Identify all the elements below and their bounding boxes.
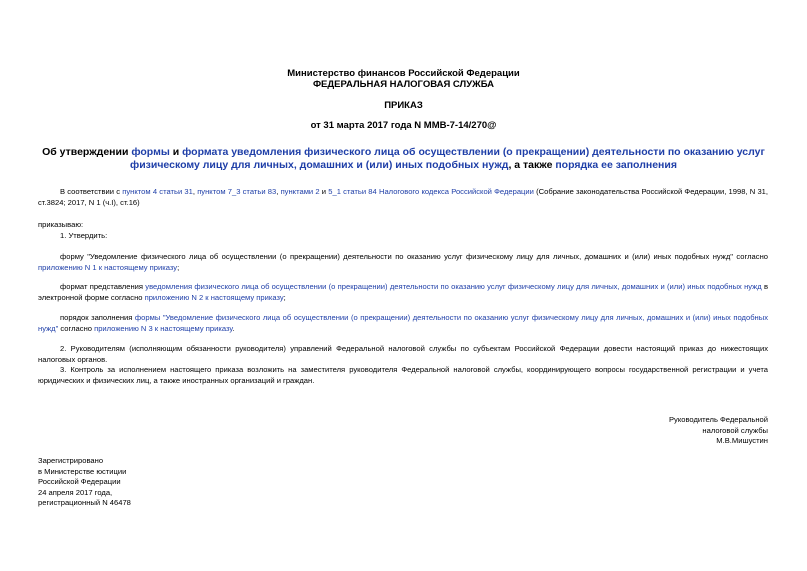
title-text: Об утверждении — [42, 146, 132, 158]
title-text: и — [169, 146, 183, 158]
intro-text: (Собрание законодательства Российской Федерации, 1998, N 31, ст.3824; 2017, N 1 (ч.I), ст.16) — [38, 187, 768, 207]
link-article-31[interactable]: пунктом 4 статьи 31 — [122, 187, 193, 196]
item-3: 3. Контроль за исполнением настоящего приказа возложить на заместителя руководителя Федеральной налоговой службы, координирующего вопросы государственной регистрации и учета юридических и физических лиц, а также иностранных организаций и граждан. — [38, 365, 768, 385]
format-paragraph — [38, 281, 768, 303]
title-link-format[interactable]: формата уведомления физического лица об осуществлении (о прекращении) деятельности по оказанию услуг физическому лицу для личных, домашних и (или) иных подобных нужд — [130, 146, 765, 171]
form-text: форму "Уведомление физического лица об осуществлении (о прекращении) деятельности по оказанию услуг физическому лицу для личных, домашних и (или) иных подобных нужд" согласно — [60, 252, 768, 261]
intro-paragraph — [38, 186, 768, 208]
registration-line: в Министерстве юстиции — [38, 466, 127, 476]
registration-number: регистрационный N 46478 — [38, 498, 131, 507]
signature-name: М.В.Мишустин — [716, 436, 768, 445]
procedure-text: согласно — [58, 324, 95, 333]
intro-text: и — [319, 187, 329, 196]
signature-line: налоговой службы — [702, 425, 768, 435]
signature-block — [560, 415, 768, 447]
form-paragraph — [38, 251, 768, 273]
registration-line: Зарегистрировано — [38, 456, 104, 465]
item-2: 2. Руководителям (исполняющим обязанности руководителя) управлений Федеральной налоговой службы по субъектам Российской Федерации довести настоящий приказ до нижестоящих налоговых органов. — [38, 344, 768, 364]
intro-text: В соответствии с — [60, 187, 123, 196]
format-text: в электронной форме согласно — [38, 282, 768, 302]
procedure-paragraph — [38, 312, 768, 334]
intro-text: , — [276, 187, 281, 196]
doc-type: ПРИКАЗ — [384, 100, 423, 111]
ministry-name: Министерство финансов Российской Федерации — [287, 68, 520, 79]
format-text: формат представления — [60, 282, 146, 291]
signature-line: Руководитель Федеральной — [668, 415, 768, 424]
link-form-procedure[interactable]: формы "Уведомление физического лица об осуществлении (о прекращении) деятельности по оказанию услуг физическому лицу для личных, домашних и (или) иных подобных нужд" — [38, 313, 768, 333]
link-notification-format[interactable]: уведомления физического лица об осуществлении (о прекращении) деятельности по оказанию услуг физическому лицу для личных, домашних и (или) иных подобных нужд — [145, 282, 762, 291]
title-text: , а также — [508, 159, 556, 171]
link-article-84[interactable]: 5_1 статьи 84 Налогового кодекса Российской Федерации — [328, 187, 534, 196]
registration-block — [38, 456, 238, 509]
doc-date-number: от 31 марта 2017 года N ММВ-7-14/270@ — [310, 120, 497, 131]
registration-line: Российской Федерации — [38, 477, 121, 486]
link-appendix-1[interactable]: приложению N 1 к настоящему приказу — [38, 263, 178, 272]
link-appendix-2[interactable]: приложению N 2 к настоящему приказу — [144, 293, 284, 302]
intro-text: , — [192, 187, 198, 196]
service-name: ФЕДЕРАЛЬНАЯ НАЛОГОВАЯ СЛУЖБА — [312, 79, 495, 90]
registration-date: 24 апреля 2017 года, — [38, 487, 113, 497]
link-article-83[interactable]: пунктом 7_3 статьи 83 — [197, 187, 277, 196]
link-points-2[interactable]: пунктами 2 — [280, 187, 320, 196]
title-link-form[interactable]: формы — [131, 146, 170, 158]
title-link-procedure[interactable]: порядка ее заполнения — [555, 159, 677, 171]
procedure-text: порядок заполнения — [60, 313, 135, 322]
doc-title — [40, 146, 767, 172]
orders-line: приказываю: — [38, 220, 84, 229]
link-appendix-3[interactable]: приложению N 3 к настоящему приказу — [94, 324, 233, 333]
form-text: ; — [177, 263, 180, 272]
item-1: 1. Утвердить: — [60, 231, 108, 240]
format-text: ; — [283, 293, 286, 302]
procedure-text: . — [232, 324, 235, 333]
